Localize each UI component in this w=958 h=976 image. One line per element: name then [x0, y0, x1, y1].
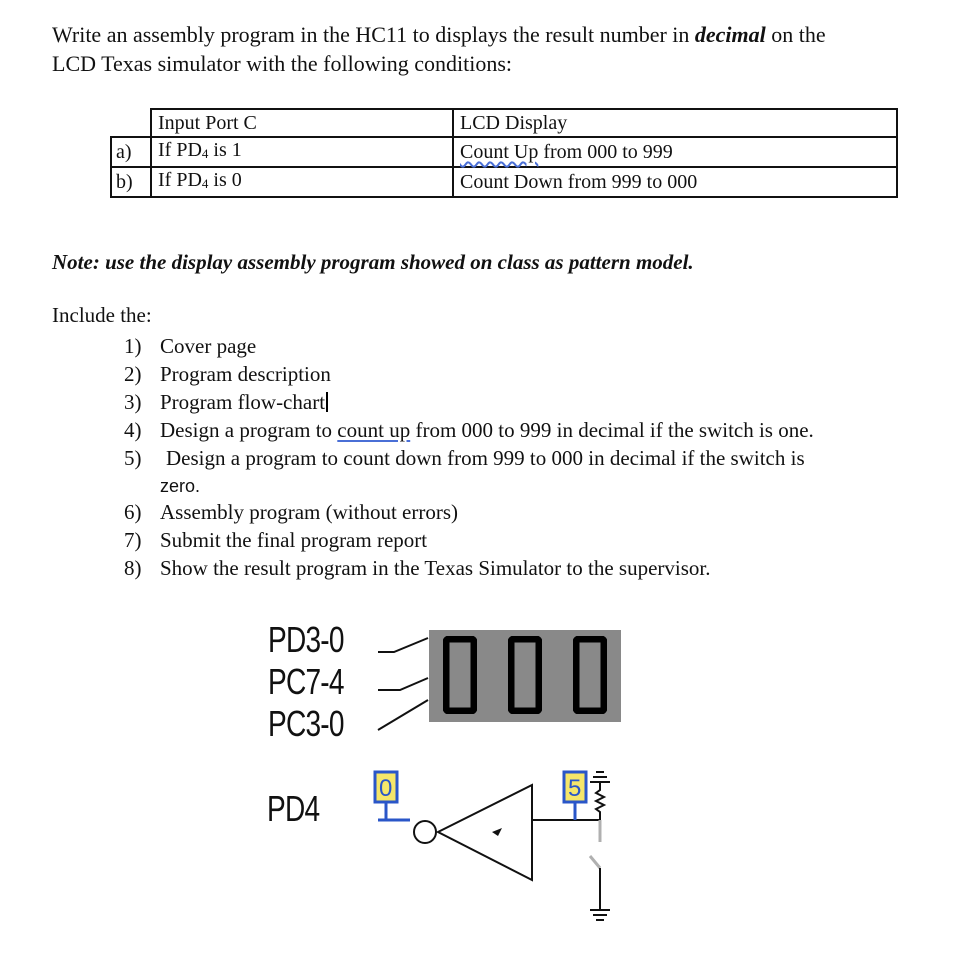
output-text: from 000 to 999 [538, 141, 673, 163]
header-output: LCD Display [453, 109, 897, 137]
switch-circuit [260, 620, 680, 940]
pin-label-pc3-0: PC3-0 [268, 703, 344, 744]
list-item [124, 332, 914, 360]
table-row [111, 167, 897, 197]
note-text: Note: use the display assembly program showed on class as pattern model. [52, 250, 694, 274]
pin-label-pd3-0: PD3-0 [268, 619, 344, 660]
table-row [111, 137, 897, 167]
probe-left-value: 0 [379, 775, 393, 802]
item-number: 3) [124, 390, 142, 414]
output-wavy: Count Up [460, 141, 539, 163]
output-text: Count Down from 999 to 000 [460, 171, 698, 193]
row-label: b) [111, 167, 151, 197]
item-text: Submit the final program report [160, 528, 428, 552]
list-item [124, 416, 914, 444]
item-number: 6) [124, 500, 142, 524]
toggle-switch-icon [590, 856, 600, 868]
item-number: 7) [124, 528, 142, 552]
item-text: Program flow-chart [160, 390, 326, 414]
item-text: Design a program to count down from 999 to 000 in decimal if the switch is [166, 446, 805, 470]
input-text: If PD [158, 139, 202, 161]
input-text: If PD [158, 169, 202, 191]
row-label: a) [111, 137, 151, 167]
item-number: 5) [124, 446, 142, 470]
list-item [124, 360, 914, 388]
list-item [124, 554, 914, 582]
input-text-end: is 0 [208, 169, 242, 191]
intro-line-1 [52, 20, 932, 49]
lcd-simulator-diagram [260, 620, 680, 940]
input-text-end: is 1 [208, 139, 242, 161]
input-sub: 4 [201, 146, 209, 161]
item-text-end: from 000 to 999 in decimal if the switch is one. [410, 418, 814, 442]
include-heading: Include the: [52, 303, 152, 327]
item-number: 8) [124, 556, 142, 580]
row-input [151, 167, 453, 197]
row-output [453, 137, 897, 167]
buffer-triangle-icon [438, 785, 532, 880]
row-input [151, 137, 453, 167]
inverter-bubble-icon [414, 821, 436, 843]
item-text: Cover page [160, 334, 257, 358]
list-item [124, 498, 914, 526]
pin-label-pc7-4: PC7-4 [268, 661, 344, 702]
row-output [453, 167, 897, 197]
table-corner [111, 109, 151, 137]
item-text: Program description [160, 362, 331, 386]
list-item [124, 526, 914, 554]
item-number: 2) [124, 362, 142, 386]
table-header-row [111, 109, 897, 137]
item-text: Show the result program in the Texas Simulator to the supervisor. [160, 556, 711, 580]
intro-text: Write an assembly program in the HC11 to displays the result number in [52, 22, 695, 47]
item-text: Assembly program (without errors) [160, 500, 459, 524]
input-sub: 4 [201, 176, 209, 191]
item-continuation: zero. [160, 476, 201, 496]
item-number: 1) [124, 334, 142, 358]
switch-pin-label: PD4 [267, 788, 320, 829]
header-input: Input Port C [151, 109, 453, 137]
text-cursor [326, 392, 328, 412]
intro-text-end: on the [765, 22, 826, 47]
list-item [124, 388, 914, 416]
item-underlined: count up [337, 418, 411, 442]
item-text: Design a program to [160, 418, 338, 442]
assignment-intro [52, 20, 932, 78]
item-number: 4) [124, 418, 142, 442]
conditions-table [110, 108, 898, 198]
intro-emphasis: decimal [694, 22, 766, 47]
probe-right-value: 5 [568, 775, 582, 802]
list-item [124, 444, 914, 498]
intro-line-2: LCD Texas simulator with the following conditions: [52, 51, 513, 76]
requirements-list [124, 332, 914, 582]
